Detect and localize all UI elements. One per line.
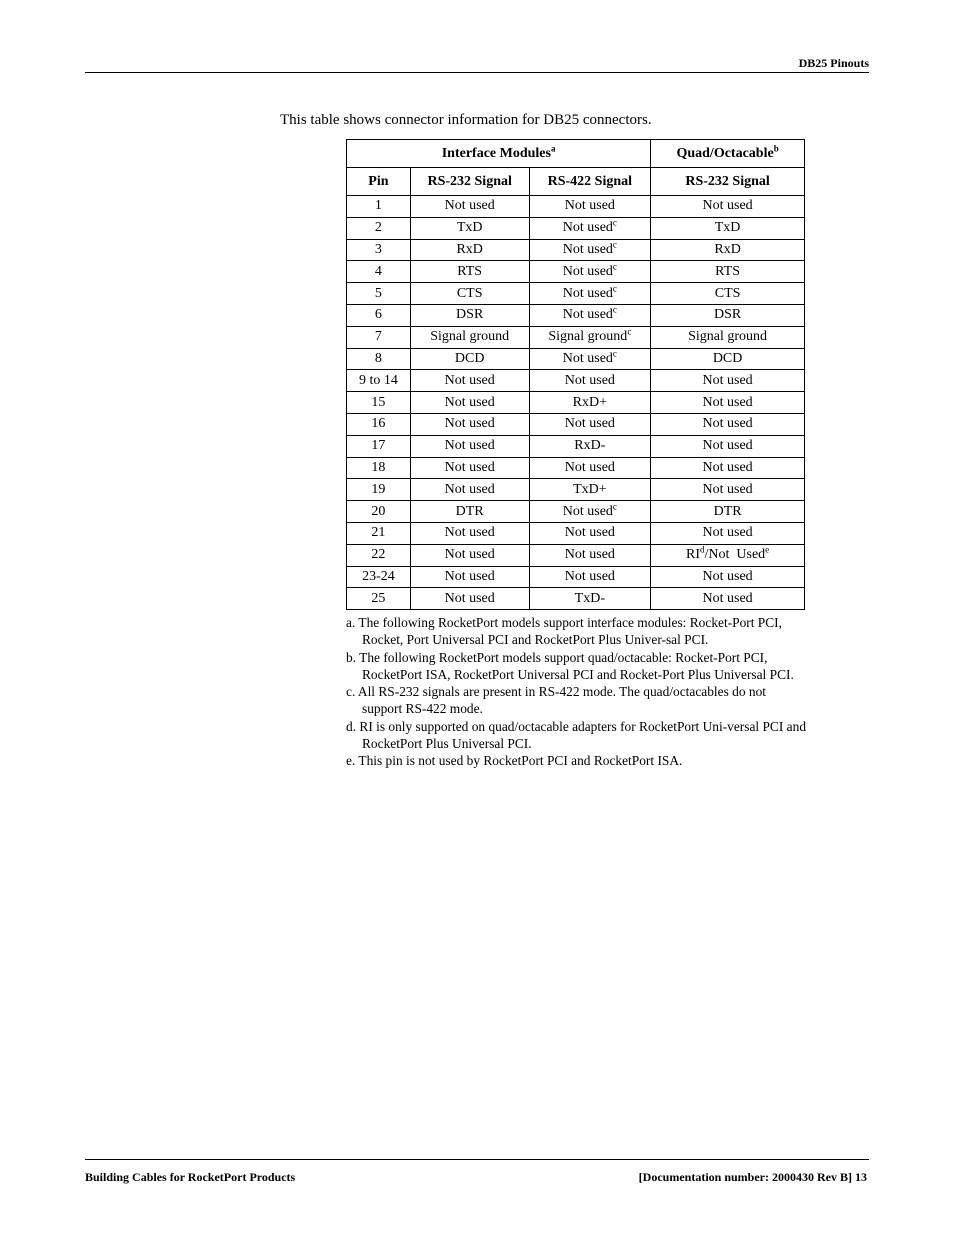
footnote-ref: c <box>612 261 617 272</box>
pin-cell: 19 <box>347 479 411 501</box>
rs422-cell: Not used <box>529 544 651 566</box>
table-row <box>347 239 805 261</box>
table-row <box>347 435 805 457</box>
rs422-cell: Not used$^c$ <box>529 239 651 261</box>
pin-cell: 3 <box>347 239 411 261</box>
rs232-cell: Not used <box>410 370 529 392</box>
rs422-cell: Not used <box>529 566 651 588</box>
rs232-cell: TxD <box>410 217 529 239</box>
footnote-c: c. All RS-232 signals are present in RS-422 mode. The quad/octacables do not support RS-422 mode. <box>346 684 766 716</box>
footer-rule <box>85 1159 869 1160</box>
footer-doc-title: Building Cables for RocketPort Products <box>85 1170 296 1184</box>
rs422-cell: Not used$^c$ <box>529 217 651 239</box>
quad-rs232-cell: Not used <box>651 413 805 435</box>
footnote-ref: c <box>612 239 617 250</box>
pin-cell: 7 <box>347 326 411 348</box>
pin-cell: 9 to 14 <box>347 370 411 392</box>
pin-rows <box>347 196 805 610</box>
quad-rs232-cell: Not used <box>651 196 805 218</box>
footnote-ref: b <box>773 142 779 153</box>
rs422-cell: Not used <box>529 457 651 479</box>
quad-octacable-header: Quad/Octacable$^b$ <box>651 140 805 168</box>
footnote-ref: c <box>612 500 617 511</box>
rs422-cell: Not used$^c$ <box>529 261 651 283</box>
table-row <box>347 217 805 239</box>
table-row <box>347 522 805 544</box>
rs422-cell: Not used$^c$ <box>529 348 651 370</box>
quad-rs232-cell: Signal ground <box>651 326 805 348</box>
rs422-cell: RxD- <box>529 435 651 457</box>
table-row <box>347 588 805 610</box>
table-row <box>347 501 805 523</box>
quad-rs232-cell: DCD <box>651 348 805 370</box>
quad-rs232-cell: RTS <box>651 261 805 283</box>
interface-modules-header: Interface Modules$^a$ <box>347 140 651 168</box>
rs232-cell: Not used <box>410 522 529 544</box>
footnote-ref: c <box>612 217 617 228</box>
rs232-cell: RxD <box>410 239 529 261</box>
rs422-cell: Not used <box>529 370 651 392</box>
column-header-row <box>347 168 805 196</box>
pin-cell: 17 <box>347 435 411 457</box>
quad-rs232-cell: DTR <box>651 501 805 523</box>
footnote-ref: c <box>627 326 632 337</box>
footnotes <box>346 614 806 770</box>
rs232-cell: Not used <box>410 413 529 435</box>
pin-cell: 23-24 <box>347 566 411 588</box>
quad-rs232-cell: Not used <box>651 588 805 610</box>
quad-rs232-cell: Not used <box>651 566 805 588</box>
rs232-cell: Not used <box>410 479 529 501</box>
intro-text: This table shows connector information for DB25 connectors. <box>280 112 652 128</box>
rs422-cell: Not used <box>529 522 651 544</box>
pin-cell: 16 <box>347 413 411 435</box>
table-row <box>347 348 805 370</box>
rs232-cell: Not used <box>410 566 529 588</box>
rs232-column-header: RS-232 Signal <box>410 168 529 196</box>
rs232-cell: Not used <box>410 544 529 566</box>
table-row <box>347 196 805 218</box>
footnote-ref: d <box>700 544 705 555</box>
footnote-a: a. The following RocketPort models support interface modules: Rocket-Port PCI, Rocket, Port Universal PCI and RocketPort Plus Univer-sal PCI. <box>346 615 782 647</box>
header-rule <box>85 72 869 73</box>
footnote-ref: e <box>765 544 770 555</box>
pin-cell: 5 <box>347 283 411 305</box>
rs422-cell: TxD- <box>529 588 651 610</box>
quad-rs232-cell: Not used <box>651 370 805 392</box>
rs422-cell: Not used$^c$ <box>529 283 651 305</box>
quad-rs232-cell: Not used <box>651 435 805 457</box>
table-row <box>347 566 805 588</box>
footer-doc-number: [Documentation number: 2000430 Rev B] 13 <box>638 1170 867 1184</box>
rs422-cell: Not used$^c$ <box>529 501 651 523</box>
db25-pinout-table <box>346 139 805 610</box>
pin-cell: 8 <box>347 348 411 370</box>
quad-rs232-cell: TxD <box>651 217 805 239</box>
pin-cell: 21 <box>347 522 411 544</box>
quad-rs232-cell: Not used <box>651 457 805 479</box>
pin-cell: 18 <box>347 457 411 479</box>
table-row <box>347 457 805 479</box>
rs232-cell: RTS <box>410 261 529 283</box>
rs232-cell: Not used <box>410 196 529 218</box>
pin-cell: 25 <box>347 588 411 610</box>
quad-rs232-cell: RxD <box>651 239 805 261</box>
footnote-ref: c <box>612 348 617 359</box>
quad-rs232-column-header: RS-232 Signal <box>651 168 805 196</box>
quad-rs232-cell: Not used <box>651 522 805 544</box>
pin-cell: 1 <box>347 196 411 218</box>
pin-cell: 20 <box>347 501 411 523</box>
rs422-column-header: RS-422 Signal <box>529 168 651 196</box>
quad-rs232-cell: Not used <box>651 392 805 414</box>
running-header-title: DB25 Pinouts <box>798 56 869 70</box>
quad-rs232-cell: CTS <box>651 283 805 305</box>
table-row <box>347 283 805 305</box>
rs232-cell: CTS <box>410 283 529 305</box>
rs422-cell: Not used <box>529 196 651 218</box>
footnote-ref: a <box>550 142 556 153</box>
rs232-cell: Not used <box>410 392 529 414</box>
rs422-cell: Not used$^c$ <box>529 304 651 326</box>
table-row <box>347 544 805 566</box>
table-row <box>347 261 805 283</box>
rs422-cell: Signal ground$^c$ <box>529 326 651 348</box>
group-header-row <box>347 140 805 168</box>
quad-rs232-cell: $RI^d$/Not Used$^e$ <box>651 544 805 566</box>
rs232-cell: DSR <box>410 304 529 326</box>
pin-cell: 22 <box>347 544 411 566</box>
footnote-ref: c <box>612 304 617 315</box>
pin-cell: 15 <box>347 392 411 414</box>
quad-rs232-cell: DSR <box>651 304 805 326</box>
rs422-cell: RxD+ <box>529 392 651 414</box>
rs232-cell: DCD <box>410 348 529 370</box>
rs232-cell: Not used <box>410 588 529 610</box>
table-row <box>347 479 805 501</box>
footnote-ref: c <box>612 282 617 293</box>
table-row <box>347 370 805 392</box>
footnote-d: d. RI is only supported on quad/octacable adapters for RocketPort Uni-versal PCI and RocketPort Plus Universal PCI. <box>346 718 807 751</box>
footnote-e: e. This pin is not used by RocketPort PCI and RocketPort ISA. <box>346 753 683 768</box>
pin-cell: 4 <box>347 261 411 283</box>
rs232-cell: Not used <box>410 457 529 479</box>
table-row <box>347 304 805 326</box>
quad-rs232-cell: Not used <box>651 479 805 501</box>
rs232-cell: Signal ground <box>410 326 529 348</box>
pin-cell: 6 <box>347 304 411 326</box>
table-row <box>347 326 805 348</box>
rs232-cell: Not used <box>410 435 529 457</box>
footnote-b: b. The following RocketPort models support quad/octacable: Rocket-Port PCI, RocketPort ISA, RocketPort Universal PCI and Rocket-Port Plus Universal PCI. <box>346 649 794 682</box>
rs422-cell: TxD+ <box>529 479 651 501</box>
table-row <box>347 392 805 414</box>
table-row <box>347 413 805 435</box>
rs232-cell: DTR <box>410 501 529 523</box>
rs422-cell: Not used <box>529 413 651 435</box>
pin-column-header: Pin <box>347 168 411 196</box>
pin-cell: 2 <box>347 217 411 239</box>
